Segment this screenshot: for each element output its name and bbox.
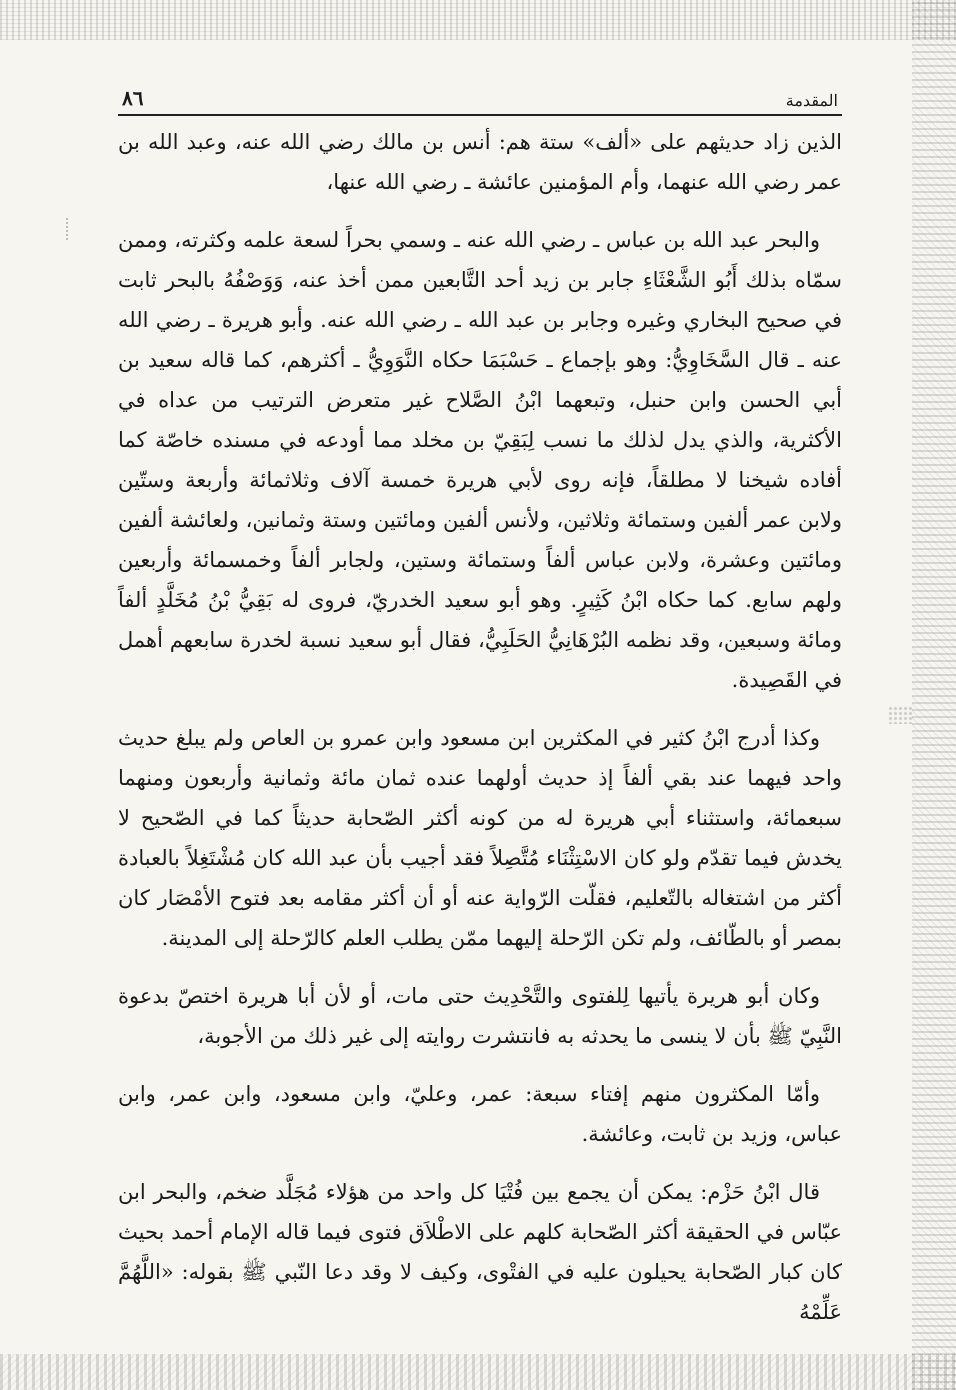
- paragraph-2: والبحر عبد الله بن عباس ـ رضي الله عنه ـ وسمي بحراً لسعة علمه وكثرته، وممن سمّاه بذلك أَبُو الشَّعْثَاءِ جابر بن زيد أحد التَّابعين ممن أخذ عنه، وَوَصْفُهُ بالبحر ثابت في صحيح البخاري وغيره وجابر بن عبد الله ـ رضي الله عنه. وأبو هريرة ـ رضي الله عنه ـ قال السَّخَاوِيُّ: وهو بإجماع ـ حَسْبَمَا حكاه النَّوَوِيُّ ـ أكثرهم، كما قاله سعيد بن أبي الحسن وابن حنبل، وتبعهما ابْنُ الصَّلاح غير متعرض الترتيب من عداه في الأكثرية، والذي يدل لذلك ما نسب لِبَقِيّ بن مخلد مما أودعه في مسنده خاصّة كما أفاده شيخنا لا مطلقاً، فإنه روى لأبي هريرة خمسة آلاف وثلاثمائة وأربعة وستّين ولابن عمر ألفين وستمائة وثلاثين، ولأنس ألفين ومائتين وستة وثمانين، ولعائشة ألفين ومائتين وعشرة، ولابن عباس ألفاً وستمائة وستين، ولجابر ألفاً وخمسمائة وأربعين ولهم سابع. كما حكاه ابْنُ كَثِيرٍ. وهو أبو سعيد الخدريّ، فروى له بَقِيُّ بْنُ مُخَلَّدٍ ألفاً ومائة وسبعين، وقد نظمه البُرْهَانِيُّ الحَلَبِيُّ، فقال أبو سعيد نسبة لخدرة سابعهم أهمل في القَصِيدة.: [118, 228, 842, 692]
- page-body: [118, 122, 842, 1332]
- book-page: [118, 80, 842, 1350]
- scan-speck: [66, 218, 76, 240]
- paragraph-4: وكان أبو هريرة يأتيها لِلفتوى والتَّحْدِيث حتى مات، أو لأن أبا هريرة اختصّ بدعوة النَّبِيّ ﷺ بأن لا ينسى ما يحدثه به فانتشرت روايته إلى غير ذلك من الأجوبة،: [118, 984, 842, 1048]
- paragraph-6: قال ابْنُ حَزْم: يمكن أن يجمع بين فُتْيَا كل واحد من هؤلاء مُجَلَّد ضخم، والبحر ابن عبّاس في الحقيقة أكثر الصّحابة كلهم على الاطْلاَق فتوى فيما قاله الإمام أحمد بحيث كان كبار الصّحابة يحيلون عليه في الفتْوى، وكيف لا وقد دعا النّبي ﷺ بقوله: «اللَّهُمَّ عَلِّمْهُ: [118, 1180, 842, 1324]
- page-header: [118, 80, 842, 116]
- decorative-border-right: [912, 0, 956, 1390]
- running-title: المقدمة: [785, 91, 838, 110]
- page-number: ٨٦: [122, 86, 144, 110]
- paragraph-5: وأمّا المكثرون منهم إفتاء سبعة: عمر، وعليّ، وابن مسعود، وابن عمر، وابن عباس، وزيد بن ثابت، وعائشة.: [118, 1082, 842, 1146]
- paragraph-1: الذين زاد حديثهم على «ألف» ستة هم: أنس بن مالك رضي الله عنه، وعبد الله بن عمر رضي الله عنهما، وأم المؤمنين عائشة ـ رضي الله عنها،: [118, 130, 842, 194]
- scan-speck: [888, 706, 914, 724]
- decorative-border-bottom: [0, 1354, 956, 1390]
- decorative-border-top: [0, 0, 956, 40]
- paragraph-3: وكذا أدرج ابْنُ كثير في المكثرين ابن مسعود وابن عمرو بن العاص ولم يبلغ حديث واحد فيهما عند بقي ألفاً إذ حديث أولهما عنده ثمان مائة وثمانية وأربعون ومنهما سبعمائة، واستثناء أبي هريرة له من كونه أكثر الصّحابة حديثاً كما في الصّحيح لا يخدش فيما تقدّم ولو كان الاسْتِثْنَاء مُتَّصِلاً فقد أجيب بأن عبد الله كان مُشْتَغِلاً بالعبادة أكثر من اشتغاله بالتّعليم، فقلّت الرّواية عنه أو أن أكثر مقامه بعد فتوح الأمْصَار كان بمصر أو بالطّائف، ولم تكن الرّحلة إليهما ممّن يطلب العلم كالرّحلة إلى المدينة.: [118, 726, 842, 950]
